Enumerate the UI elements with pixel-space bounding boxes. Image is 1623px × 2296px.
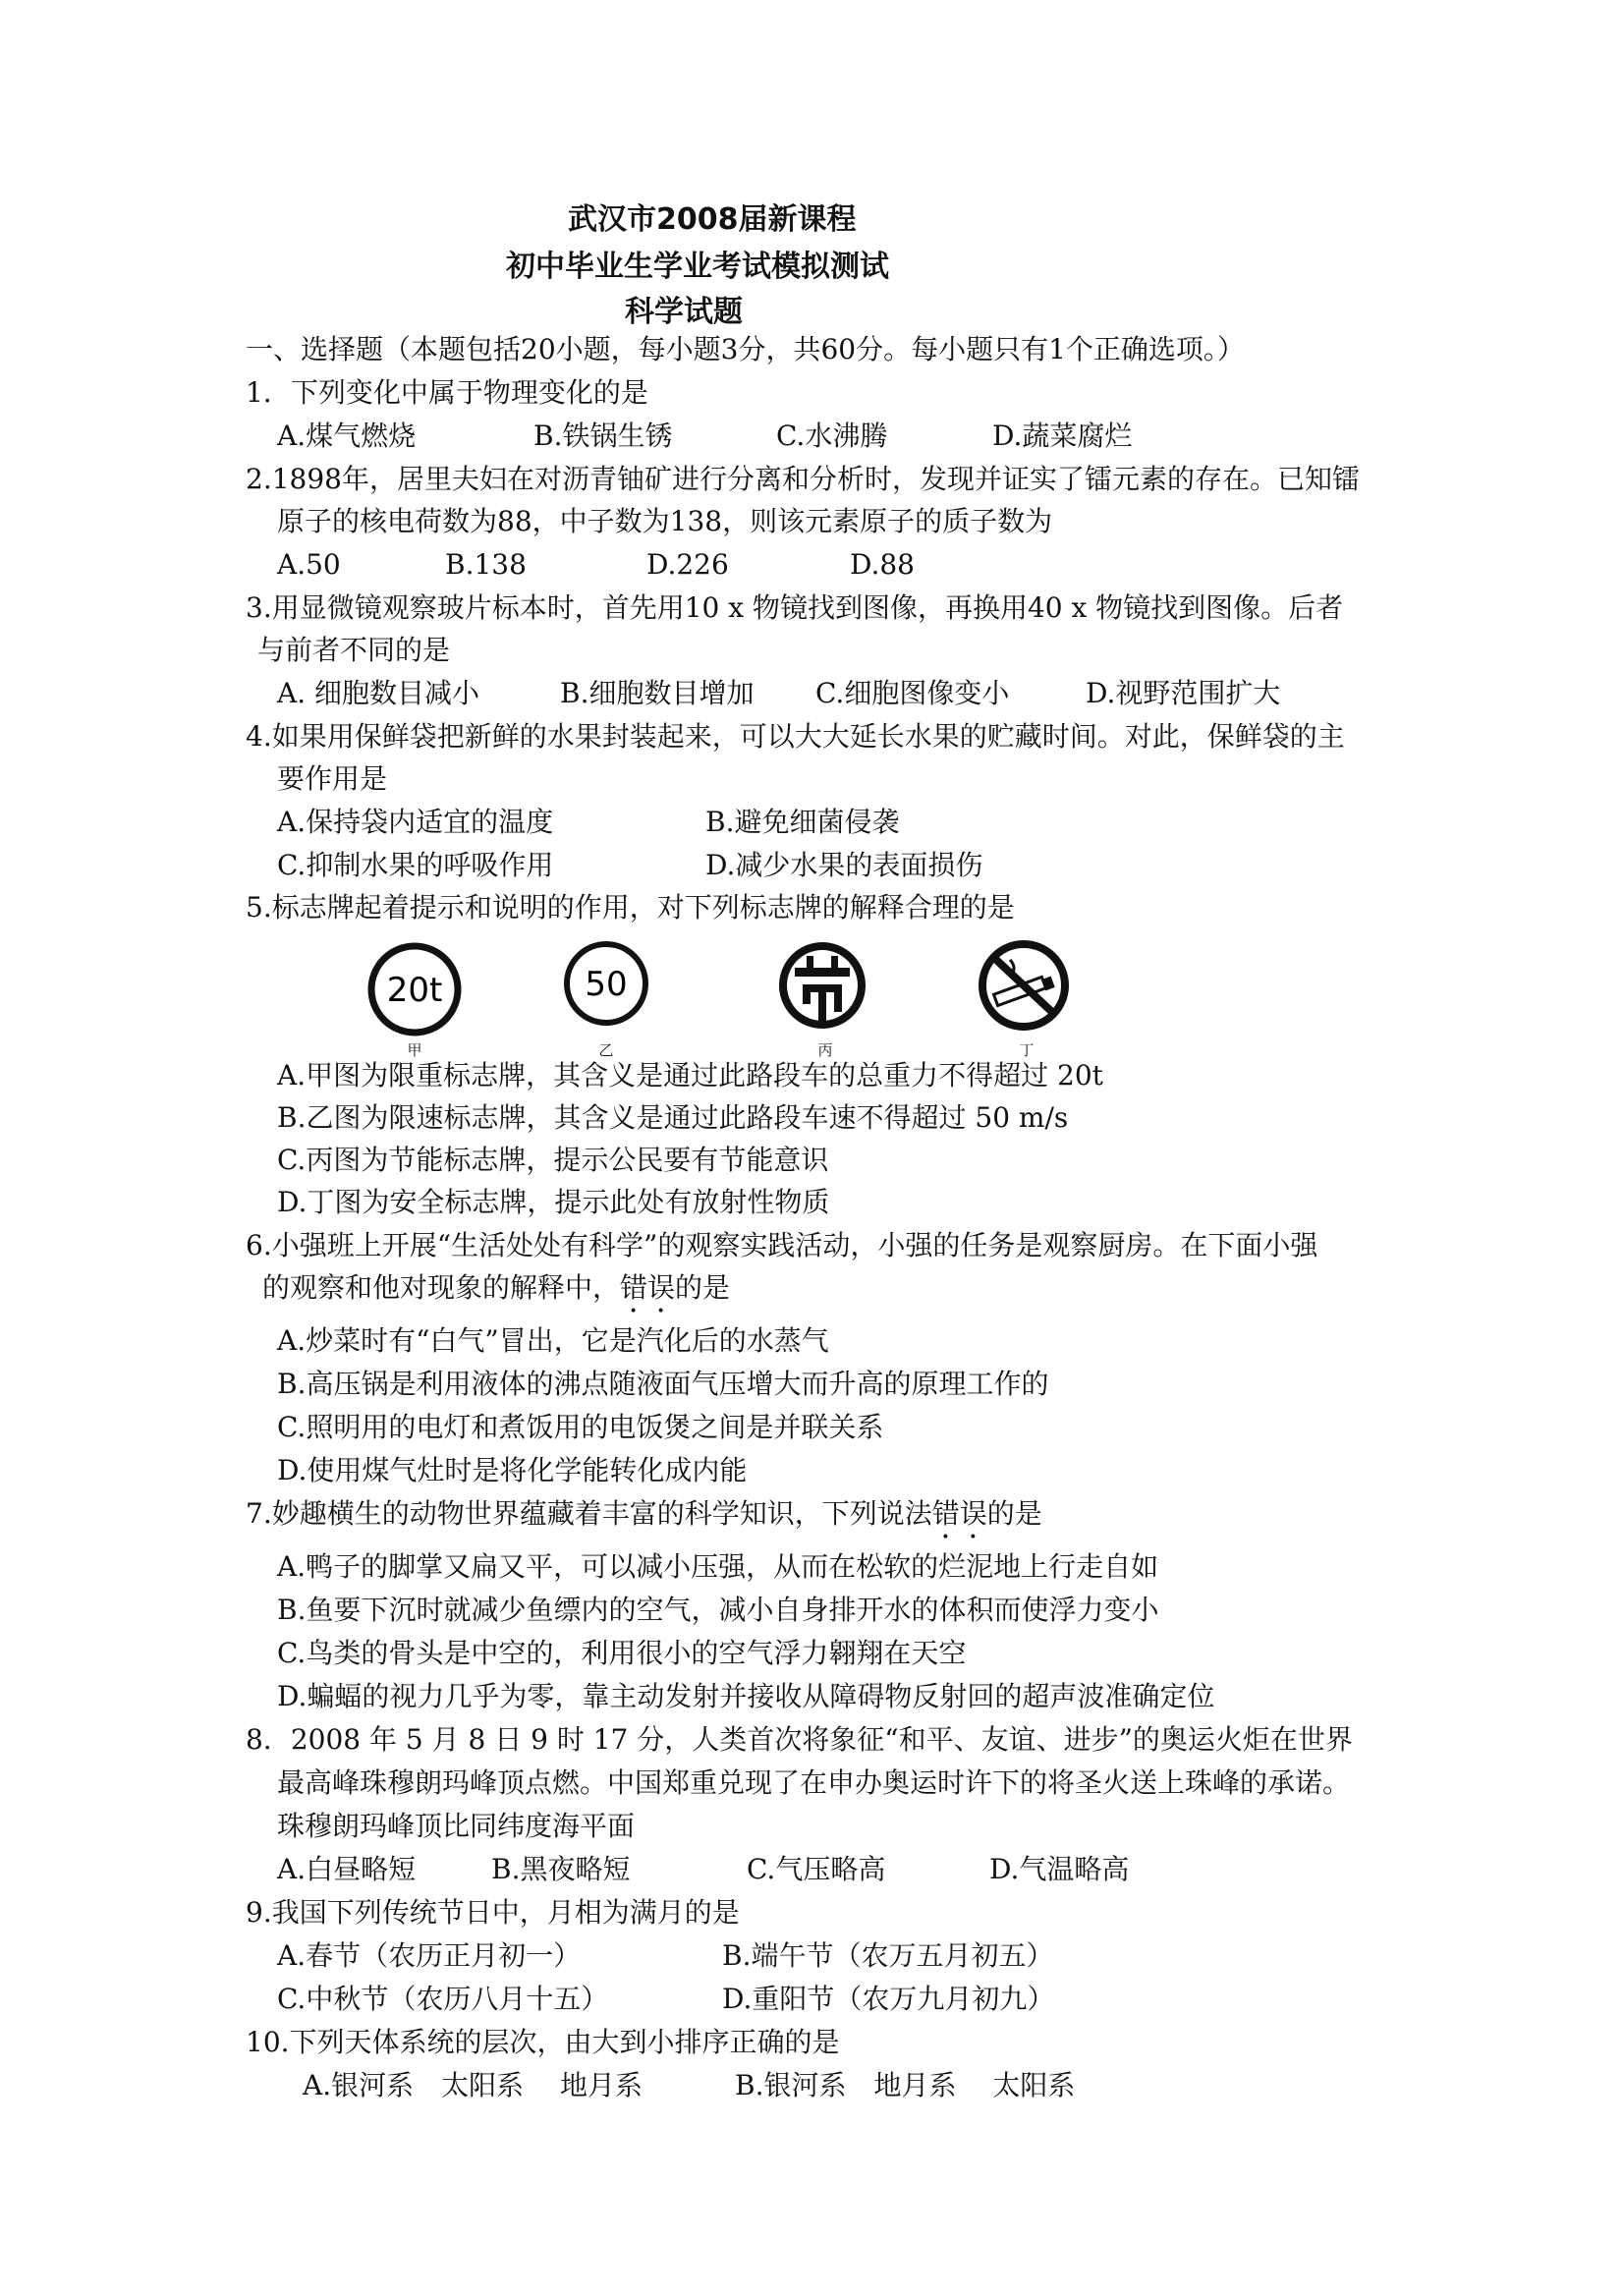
weight-limit-value: 20t: [386, 971, 443, 1010]
speed-limit-value: 50: [585, 965, 628, 1004]
question-3-option-d: D.视野范围扩大: [1086, 677, 1281, 709]
question-7-option-a: A.鸭子的脚掌又扁又平，可以减小压强，从而在松软的烂泥地上行走自如: [277, 1550, 1159, 1583]
question-10-option-b: B.银河系 地月系 太阳系: [735, 2069, 1076, 2101]
weight-limit-sign-icon: [364, 938, 472, 1059]
question-1-stem: 1．下列变化中属于物理变化的是: [246, 376, 648, 409]
sign-caption-jia: 甲: [407, 1041, 422, 1059]
question-3-option-b: B.细胞数目增加: [560, 677, 755, 709]
question-3-option-a: A. 细胞数目减小: [277, 677, 480, 709]
question-9-option-a: A.春节（农历正月初一）: [277, 1939, 582, 1972]
question-8-stem-line2: 最高峰珠穆朗玛峰顶点燃。中国郑重兑现了在申办奥运时许下的将圣火送上珠峰的承诺。: [277, 1766, 1351, 1799]
question-1-option-a: A.煤气燃烧: [277, 420, 417, 452]
question-1-option-d: D.蔬菜腐烂: [992, 420, 1133, 452]
question-7-emphasis: 错误: [931, 1497, 987, 1530]
section-heading: 一、选择题（本题包括20小题，每小题3分，共60分。每小题只有1个正确选项。）: [246, 333, 1245, 365]
question-7-stem: [246, 1494, 1042, 1545]
question-10-stem: 10.下列天体系统的层次，由大到小排序正确的是: [246, 2026, 840, 2058]
question-6-stem-text: 的观察和他对现象的解释中，: [262, 1271, 621, 1304]
question-1-option-c: C.水沸腾: [776, 420, 888, 452]
question-2-stem-line1: 2.1898年，居里夫妇在对沥青铀矿进行分离和分析时，发现并证实了镭元素的存在。已知镭: [246, 463, 1360, 495]
traffic-signs-figure: [364, 938, 1110, 1059]
question-9-option-c: C.中秋节（农历八月十五）: [277, 1983, 609, 2015]
speed-limit-sign-icon: [555, 938, 663, 1059]
question-4-option-c: C.抑制水果的呼吸作用: [277, 849, 554, 881]
question-4-stem-line2: 要作用是: [277, 762, 388, 795]
question-5-option-a: A.甲图为限重标志牌，其含义是通过此路段车的总重力不得超过 20t: [277, 1059, 1103, 1092]
question-2-option-a: A.50: [277, 548, 341, 581]
question-4-option-b: B.避免细菌侵袭: [705, 806, 900, 838]
exam-subject-title: 科学试题: [625, 295, 743, 329]
question-2-option-d: D.88: [850, 548, 915, 581]
question-4-option-a: A.保持袋内适宜的温度: [277, 806, 554, 838]
question-9-option-b: B.端午节（农万五月初五）: [722, 1939, 1054, 1972]
question-8-stem-line1: 8．2008 年 5 月 8 日 9 时 17 分，人类首次将象征“和平、友谊、进步”的奥运火炬在世界: [246, 1723, 1353, 1756]
question-5-option-d: D.丁图为安全标志牌，提示此处有放射性物质: [277, 1186, 830, 1218]
sign-caption-yi: 乙: [598, 1041, 614, 1059]
question-3-stem-line2: 与前者不同的是: [257, 634, 451, 666]
question-6-option-d: D.使用煤气灶时是将化学能转化成内能: [277, 1454, 748, 1486]
question-5-option-c: C.丙图为节能标志牌，提示公民要有节能意识: [277, 1144, 829, 1176]
question-8-option-b: B.黑夜略短: [491, 1853, 631, 1885]
question-6-option-c: C.照明用的电灯和煮饭用的电饭煲之间是并联关系: [277, 1411, 884, 1443]
question-4-stem-line1: 4.如果用保鲜袋把新鲜的水果封装起来，可以大大延长水果的贮藏时间。对此，保鲜袋的主: [246, 720, 1345, 753]
question-7-option-d: D.蝙蝠的视力几乎为零，靠主动发射并接收从障碍物反射回的超声波准确定位: [277, 1680, 1215, 1712]
question-7-stem-text: 7.妙趣横生的动物世界蕴藏着丰富的科学知识，下列说法: [246, 1497, 932, 1530]
question-5-stem: 5.标志牌起着提示和说明的作用，对下列标志牌的解释合理的是: [246, 891, 1015, 924]
question-7-option-c: C.鸟类的骨头是中空的，利用很小的空气浮力翱翔在天空: [277, 1637, 967, 1669]
question-6-option-a: A.炒菜时有“白气”冒出，它是汽化后的水蒸气: [277, 1324, 829, 1357]
sign-caption-ding: 丁: [1019, 1041, 1035, 1059]
question-6-stem-line1: 6.小强班上开展“生活处处有科学”的观察实践活动，小强的任务是观察厨房。在下面小强: [246, 1229, 1318, 1261]
energy-saving-sign-icon: [771, 938, 879, 1059]
question-3-option-c: C.细胞图像变小: [815, 677, 1010, 709]
question-6-stem-tail: 的是: [675, 1271, 731, 1304]
question-4-option-d: D.减少水果的表面损伤: [705, 849, 983, 881]
question-10-option-a: A.银河系 太阳系 地月系: [303, 2069, 644, 2101]
question-7-stem-tail: 的是: [986, 1497, 1042, 1530]
question-8-stem-line3: 珠穆朗玛峰顶比同纬度海平面: [277, 1810, 636, 1842]
question-6-option-b: B.高压锅是利用液体的沸点随液面气压增大而升高的原理工作的: [277, 1368, 1049, 1400]
exam-title-line2: 初中毕业生学业考试模拟测试: [506, 250, 889, 284]
question-1-option-b: B.铁锅生锈: [533, 420, 673, 452]
question-2-stem-line2: 原子的核电荷数为88，中子数为138，则该元素原子的质子数为: [277, 505, 1053, 537]
question-7-option-b: B.鱼要下沉时就减少鱼缥内的空气，减小自身排开水的体积而使浮力变小: [277, 1594, 1159, 1626]
question-6-emphasis: 错误: [620, 1271, 676, 1304]
exam-title-line1: 武汉市2008届新课程: [568, 202, 857, 237]
question-9-option-d: D.重阳节（农万九月初九）: [722, 1983, 1055, 2015]
question-8-option-d: D.气温略高: [989, 1853, 1130, 1885]
question-5-option-b: B.乙图为限速标志牌，其含义是通过此路段车速不得超过 50 m/s: [277, 1101, 1069, 1134]
sign-caption-bing: 丙: [817, 1041, 833, 1059]
question-2-option-b: B.138: [445, 548, 527, 581]
question-6-stem-line2: [262, 1268, 730, 1319]
question-8-option-c: C.气压略高: [747, 1853, 886, 1885]
no-smoking-sign-icon: [973, 938, 1081, 1059]
question-8-option-a: A.白昼略短: [277, 1853, 417, 1885]
question-9-stem: 9.我国下列传统节日中，月相为满月的是: [246, 1896, 740, 1929]
question-2-option-c: D.226: [646, 548, 729, 581]
question-3-stem-line1: 3.用显微镜观察玻片标本时，首先用10 x 物镜找到图像，再换用40 x 物镜找到图像。后者: [246, 591, 1344, 624]
